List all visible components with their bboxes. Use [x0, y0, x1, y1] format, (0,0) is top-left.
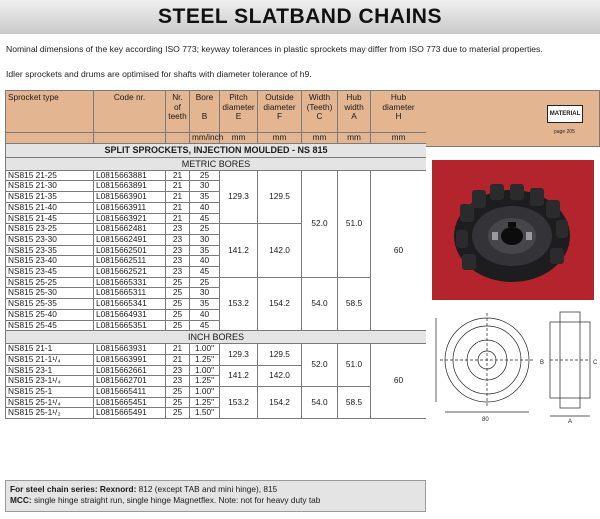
- width-cell: 54.0: [302, 277, 338, 331]
- sprocket-drawing: [432, 308, 598, 426]
- sprocket-type-cell: NS815 25-1: [6, 387, 94, 398]
- outside-diameter-cell: 154.2: [258, 387, 302, 419]
- table-row: [6, 277, 427, 288]
- drawing-label-b: B: [540, 360, 545, 366]
- header-outside-1: Outside: [265, 92, 294, 102]
- teeth-cell: 21: [166, 354, 190, 365]
- teeth-cell: 25: [166, 288, 190, 299]
- bore-cell: 35: [190, 299, 220, 310]
- code-nr-cell: L0815665491: [94, 408, 166, 419]
- header-width-1: Width: [308, 92, 331, 102]
- teeth-cell: 25: [166, 277, 190, 288]
- sprocket-type-cell: NS815 25-25: [6, 277, 94, 288]
- code-nr-cell: L0815665351: [94, 320, 166, 331]
- header-outside-3: F: [276, 111, 283, 122]
- header-nr-teeth-2: of: [174, 101, 181, 112]
- table-row: [6, 387, 427, 398]
- section-title: SPLIT SPROCKETS, INJECTION MOULDED - NS 815: [6, 143, 427, 157]
- header-outside: [258, 91, 302, 133]
- teeth-cell: 23: [166, 267, 190, 278]
- pitch-diameter-cell: 129.3: [220, 344, 258, 365]
- bore-cell: 45: [190, 213, 220, 224]
- header-outside-2: diameter: [263, 101, 296, 112]
- material-page-ref: page 205: [554, 129, 575, 135]
- bore-cell: 35: [190, 245, 220, 256]
- unit-blank-1: [6, 133, 94, 144]
- sprocket-type-cell: NS815 23-45: [6, 267, 94, 278]
- sprocket-type-cell: NS815 21-35: [6, 192, 94, 203]
- table-row: [6, 170, 427, 181]
- header-pitch-2: diameter: [222, 101, 255, 112]
- bore-cell: 1.50": [190, 408, 220, 419]
- drawing-label-a: A: [568, 419, 573, 425]
- header-hub-width-3: A: [351, 111, 357, 122]
- teeth-cell: 21: [166, 344, 190, 355]
- bore-cell: 40: [190, 309, 220, 320]
- header-width-2: (Teeth): [306, 101, 333, 112]
- drawing-label-d: 80: [482, 417, 489, 423]
- metric-rows: [6, 170, 427, 331]
- unit-outside: mm: [258, 133, 302, 144]
- sprocket-type-cell: NS815 23-1: [6, 365, 94, 376]
- code-nr-cell: L0815665451: [94, 397, 166, 408]
- sprocket-type-cell: NS815 23-35: [6, 245, 94, 256]
- header-hub-width: [338, 91, 371, 133]
- sprocket-type-cell: NS815 23-25: [6, 224, 94, 235]
- outside-diameter-cell: 129.5: [258, 344, 302, 365]
- bore-cell: 1.00": [190, 365, 220, 376]
- bore-cell: 30: [190, 234, 220, 245]
- code-nr-cell: L0815662701: [94, 376, 166, 387]
- footer-line-2: [10, 495, 421, 506]
- unit-pitch: mm: [220, 133, 258, 144]
- code-nr-cell: L0815663911: [94, 202, 166, 213]
- code-nr-cell: L0815663991: [94, 354, 166, 365]
- pitch-diameter-cell: 141.2: [220, 365, 258, 386]
- unit-width: mm: [302, 133, 338, 144]
- width-cell: 52.0: [302, 344, 338, 387]
- bore-cell: 1.25": [190, 397, 220, 408]
- code-nr-cell: L0815662501: [94, 245, 166, 256]
- header-hub-diam-1: Hub: [390, 92, 407, 102]
- header-hub-diameter: [371, 91, 427, 133]
- code-nr-cell: L0815663901: [94, 192, 166, 203]
- bore-cell: 45: [190, 267, 220, 278]
- code-nr-cell: L0815665331: [94, 277, 166, 288]
- bore-cell: 30: [190, 288, 220, 299]
- code-nr-cell: L0815662491: [94, 234, 166, 245]
- hub-width-cell: 51.0: [338, 170, 371, 277]
- header-bore-3: B: [201, 111, 208, 122]
- unit-hub-width: mm: [338, 133, 371, 144]
- header-nr-teeth-1: Nr.: [172, 92, 183, 102]
- bore-cell: 25: [190, 224, 220, 235]
- footer-note: [5, 480, 426, 512]
- hub-diameter-cell: 60: [371, 170, 427, 331]
- header-nr-teeth: [166, 91, 190, 133]
- hub-width-cell: 58.5: [338, 277, 371, 331]
- pitch-diameter-cell: 153.2: [220, 387, 258, 419]
- width-cell: 52.0: [302, 170, 338, 277]
- hub-width-cell: 58.5: [338, 387, 371, 419]
- sprocket-table: [5, 90, 427, 419]
- teeth-cell: 23: [166, 365, 190, 376]
- bore-cell: 25: [190, 170, 220, 181]
- drawing-label-c: C: [593, 360, 598, 366]
- sprocket-type-cell: NS815 21-25: [6, 170, 94, 181]
- width-cell: 54.0: [302, 387, 338, 419]
- footer-label-1: For steel chain series: Rexnord:: [10, 484, 137, 494]
- header-bore-1: Bore: [195, 92, 214, 102]
- teeth-cell: 21: [166, 202, 190, 213]
- header-nr-teeth-3: teeth: [168, 111, 187, 122]
- unit-blank-2: [94, 133, 166, 144]
- sprocket-type-cell: NS815 25-45: [6, 320, 94, 331]
- sprocket-type-cell: NS815 25-30: [6, 288, 94, 299]
- table-row: [6, 344, 427, 355]
- bore-cell: 1.25": [190, 376, 220, 387]
- hub-width-cell: 51.0: [338, 344, 371, 387]
- code-nr-cell: L0815665341: [94, 299, 166, 310]
- inch-title: INCH BORES: [6, 331, 427, 344]
- sprocket-type-cell: NS815 25-40: [6, 309, 94, 320]
- unit-bore: mm/inch: [190, 133, 220, 144]
- code-nr-cell: L0815663881: [94, 170, 166, 181]
- header-pitch-3: E: [235, 111, 242, 122]
- teeth-cell: 21: [166, 213, 190, 224]
- teeth-cell: 25: [166, 299, 190, 310]
- teeth-cell: 25: [166, 320, 190, 331]
- teeth-cell: 21: [166, 170, 190, 181]
- pitch-diameter-cell: 153.2: [220, 277, 258, 331]
- note-iso: Nominal dimensions of the key according ISO 773; keyway tolerances in plastic sprockets may differ from ISO 773 due to material properties.: [6, 44, 543, 54]
- sprocket-type-cell: NS815 23-40: [6, 256, 94, 267]
- bore-cell: 1.00": [190, 344, 220, 355]
- bore-cell: 25: [190, 277, 220, 288]
- bore-cell: 40: [190, 202, 220, 213]
- material-badge[interactable]: MATERIAL: [547, 105, 583, 123]
- footer-text-2: single hinge straight run, single hinge Magnetflex. Note: not for heavy duty tab: [31, 495, 321, 505]
- teeth-cell: 21: [166, 181, 190, 192]
- code-nr-cell: L0815665411: [94, 387, 166, 398]
- teeth-cell: 25: [166, 309, 190, 320]
- teeth-cell: 21: [166, 192, 190, 203]
- inch-rows: [6, 344, 427, 419]
- sprocket-type-cell: NS815 21-40: [6, 202, 94, 213]
- header-hub-diam-2: diameter: [382, 101, 415, 112]
- header-code-nr: Code nr.: [94, 91, 166, 133]
- hub-diameter-cell: 60: [371, 344, 427, 419]
- header-pitch: [220, 91, 258, 133]
- code-nr-cell: L0815663931: [94, 344, 166, 355]
- header-width: [302, 91, 338, 133]
- bore-cell: 1.00": [190, 387, 220, 398]
- sprocket-type-cell: NS815 21-30: [6, 181, 94, 192]
- footer-line-1: [10, 484, 421, 495]
- note-tolerance: Idler sprockets and drums are optimised for shafts with diameter tolerance of h9.: [6, 69, 312, 79]
- footer-label-2: MCC:: [10, 495, 32, 505]
- pitch-diameter-cell: 129.3: [220, 170, 258, 224]
- sprocket-type-cell: NS815 25-1¹/₂: [6, 408, 94, 419]
- sprocket-type-cell: NS815 23-30: [6, 234, 94, 245]
- outside-diameter-cell: 142.0: [258, 365, 302, 386]
- code-nr-cell: L0815662661: [94, 365, 166, 376]
- sprocket-type-cell: NS815 21-45: [6, 213, 94, 224]
- header-hub-width-1: Hub: [346, 92, 362, 102]
- sprocket-type-cell: NS815 21-1¹/₄: [6, 354, 94, 365]
- header-pitch-1: Pitch: [229, 92, 248, 102]
- header-hub-diam-3: H: [395, 111, 402, 122]
- unit-blank-3: [166, 133, 190, 144]
- footer-text-1: 812 (except TAB and mini hinge), 815: [136, 484, 278, 494]
- teeth-cell: 25: [166, 408, 190, 419]
- header-width-3: C: [316, 111, 323, 122]
- sprocket-type-cell: NS815 25-1¹/₄: [6, 397, 94, 408]
- unit-hub-diameter: mm: [371, 133, 427, 144]
- header-bore: [190, 91, 220, 133]
- teeth-cell: 23: [166, 376, 190, 387]
- metric-title: METRIC BORES: [6, 157, 427, 170]
- teeth-cell: 23: [166, 234, 190, 245]
- teeth-cell: 23: [166, 224, 190, 235]
- bore-cell: 45: [190, 320, 220, 331]
- code-nr-cell: L0815663891: [94, 181, 166, 192]
- pitch-diameter-cell: 141.2: [220, 224, 258, 278]
- code-nr-cell: L0815662521: [94, 267, 166, 278]
- code-nr-cell: L0815663921: [94, 213, 166, 224]
- sprocket-type-cell: NS815 25-35: [6, 299, 94, 310]
- sprocket-type-cell: NS815 21-1: [6, 344, 94, 355]
- bore-cell: 1.25": [190, 354, 220, 365]
- outside-diameter-cell: 142.0: [258, 224, 302, 278]
- sprocket-type-cell: NS815 23-1¹/₄: [6, 376, 94, 387]
- header-hub-width-2: width: [344, 101, 364, 112]
- bore-cell: 40: [190, 256, 220, 267]
- teeth-cell: 23: [166, 256, 190, 267]
- teeth-cell: 25: [166, 387, 190, 398]
- outside-diameter-cell: 129.5: [258, 170, 302, 224]
- page-title: STEEL SLATBAND CHAINS: [0, 0, 600, 34]
- teeth-cell: 25: [166, 397, 190, 408]
- bore-cell: 35: [190, 192, 220, 203]
- code-nr-cell: L0815665311: [94, 288, 166, 299]
- code-nr-cell: L0815662481: [94, 224, 166, 235]
- code-nr-cell: L0815662511: [94, 256, 166, 267]
- header-sprocket-type: Sprocket type: [6, 91, 94, 133]
- code-nr-cell: L0815664931: [94, 309, 166, 320]
- outside-diameter-cell: 154.2: [258, 277, 302, 331]
- teeth-cell: 23: [166, 245, 190, 256]
- bore-cell: 30: [190, 181, 220, 192]
- sprocket-photo: [432, 160, 594, 300]
